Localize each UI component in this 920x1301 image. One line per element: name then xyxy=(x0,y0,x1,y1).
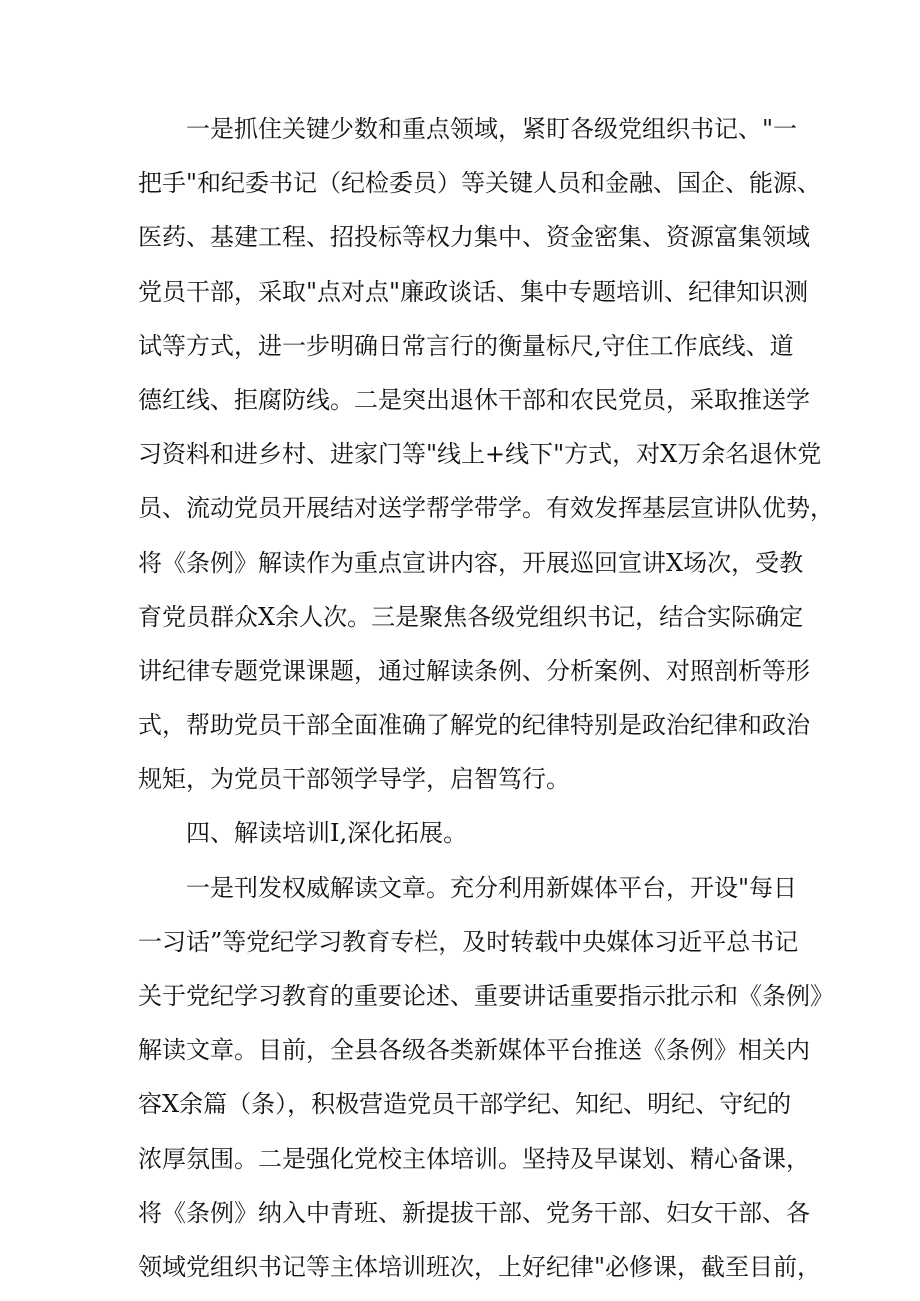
paragraph-line: 一是刊发权威解读文章。充分利用新媒体平台，开设"每日 xyxy=(186,873,798,902)
paragraph-line: 党员干部，采取"点对点"廉政谈话、集中专题培训、纪律知识测 xyxy=(138,277,809,306)
document-body xyxy=(138,102,834,1294)
paragraph-line: 领域党组织书记等主体培训班次，上好纪律"必修课，截至目前， xyxy=(138,1252,822,1281)
paragraph-line: 一是抓住关键少数和重点领域，紧盯各级党组织书记、"一 xyxy=(186,115,798,143)
paragraph-line: 关于党纪学习教育的重要论述、重要讲话重要指示批示和《条例》 xyxy=(138,982,834,1010)
paragraph-line: 育党员群众X余人次。三是聚焦各级党组织书记，结合实际确定 xyxy=(138,602,804,631)
paragraph-line: 德红线、拒腐防线。二是突出退休干部和农民党员，采取推送学 xyxy=(138,385,810,414)
paragraph-line: 式，帮助党员干部全面准确了解党的纪律特别是政治纪律和政治 xyxy=(138,711,810,740)
paragraph-line: 把手"和纪委书记（纪检委员）等关键人员和金融、国企、能源、 xyxy=(138,169,822,198)
paragraph-line: 容X余篇（条），积极营造党员干部学纪、知纪、明纪、守纪的 xyxy=(138,1090,792,1119)
paragraph-line: 讲纪律专题党课课题，通过解读条例、分析案例、对照剖析等形 xyxy=(138,656,810,685)
paragraph-line: 解读文章。目前，全县各级各类新媒体平台推送《条例》相关内 xyxy=(138,1036,810,1065)
paragraph-line: 规矩，为党员干部领学导学，启智笃行。 xyxy=(138,765,570,794)
paragraph-line: 试等方式，进一步明确日常言行的衡量标尺,守住工作底线、道 xyxy=(138,331,794,360)
paragraph-line: 医药、基建工程、招投标等权力集中、资金密集、资源富集领域 xyxy=(138,223,810,252)
paragraph-line: 员、流动党员开展结对送学帮学带学。有效发挥基层宣讲队优势， xyxy=(138,494,834,523)
paragraph-line: 将《条例》纳入中青班、新提拔干部、党务干部、妇女干部、各 xyxy=(138,1198,810,1227)
paragraph-line: 将《条例》解读作为重点宣讲内容，开展巡回宣讲X场次，受教 xyxy=(138,548,804,577)
paragraph-line: 浓厚氛围。二是强化党校主体培训。坚持及早谋划、精心备课， xyxy=(138,1144,810,1173)
paragraph-line: 一习话”等党纪学习教育专栏，及时转载中央媒体习近平总书记 xyxy=(138,927,799,956)
section-heading: 四、解读培训I,深化拓展。 xyxy=(186,819,468,848)
paragraph-line: 习资料和进乡村、进家门等"线上+线下"方式，对X万余名退休党 xyxy=(138,440,822,469)
